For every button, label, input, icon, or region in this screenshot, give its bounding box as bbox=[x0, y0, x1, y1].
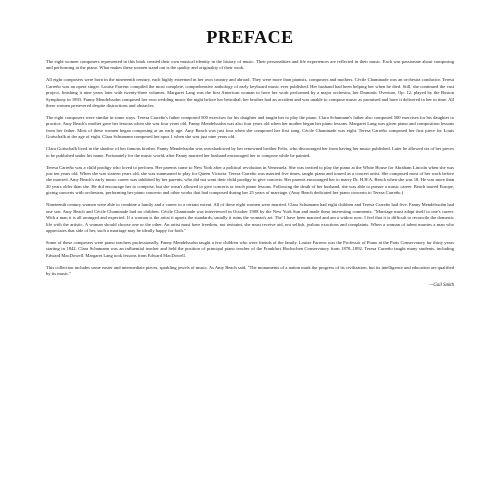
preface-page bbox=[46, 28, 454, 290]
paragraph-7: Some of these composers were piano teachers professionally. Fanny Mendelssohn taught a few children who were friends of the family. Louise Farrenc was the Professor of Piano at the Paris Conservatory for thirty years starting in 1842. Clara Schumann was an influential teacher and held the position of principal piano teacher of the Frankfurt Hochschen Conservatory from 1878–1892. Teresa Carreño taught many students, including Edward MacDowell. Margaret Lang took lessons from Edward MacDowell. bbox=[46, 239, 454, 258]
paragraph-6: Nineteenth century women were able to combine a family and a career to a certain extent. All of these eight women were married. Clara Schumann had eight children and Teresa Carreño had five. Fanny Mendelssohn had one son. Amy Beach and Cécile Chaminade had no children. Cécile Chaminade was interviewed in October 1908 by the New York Sun and made these interesting comments: "Marriage must adapt itself to one's career. With a man it is all arranged and expected. If a woman is the artist it upsets the standards, usually it ruins the woman's art. The' I have been married and am a widow now. I feel that it is difficult to reconcile the domestic life with the artistic. A woman should choose one or the other. An artist must have freedom, not restraint, she must receive aid, not selfish, jealous exactions and complaints. When a woman of talent marries a man who appreciates that side of her, such a marriage may be ideally happy for both." bbox=[46, 202, 454, 233]
paragraph-4: Clara Gottschalk lived in the shadow of her famous brother. Fanny Mendelssohn was overshadowed by her renowned brother Felix, who discouraged her from having her music published. Later he allowed six of her pieces to be published under his name. Fortunately for the music world, after Fanny married her husband encouraged her to compose while he painted. bbox=[46, 146, 454, 158]
paragraph-1: The eight women composers represented in this book created their own musical identity in the history of music. Their personalities and life experiences are reflected in their music. Each was passionate about composing and performing at the piano. What makes these women stand out is the quality and originality of their work. bbox=[46, 59, 454, 71]
author-signature: —Gail Smith bbox=[429, 283, 454, 289]
page-title: PREFACE bbox=[206, 27, 294, 47]
paragraph-5: Teresa Carreño was a child prodigy who loved to perform. Her parents came to New York after a political revolution in Venezuela. She was invited to play the piano at the White House for Abraham Lincoln when she was just ten years old. When she was sixteen years old, she was summoned to play for Queen Victoria. Teresa Carreño was married five times, taught piano and toured as a concert artist. She composed most of her work before she married. Amy Beach's early music career was inhibited by her parents, who did not want their child prodigy to give concerts. Her parents encouraged her to marry Dr. H.H.A. Beach when she was 18. He was more than 20 years older than she. He did encourage her to compose, but she wasn't allowed to give concerts or teach piano lessons. Following the death of her husband, she was able to pursue a music career. Beach toured Europe, giving concerts with orchestras, performing her piano concerto and other works that had composed during her 25 years of marriage. (Amy Beach dedicated her piano concerto to Teresa Carreño.) bbox=[46, 164, 454, 196]
paragraph-2: All eight composers were born in the nineteenth century, each highly esteemed in her own country and abroad. They were more than pianists, composers and mothers. Cécile Chaminade was an orchestra conductor. Teresa Carreño was an opera singer. Louise Farrenc compiled the most complete, comprehensive anthology of early keyboard music ever published. Her husband had been helping her when he died. Still, she continued the vast project, finishing it nine years later with twenty-three volumes. Margaret Lang was the first American woman to have her work performed by a major orchestra, her Dramatic Overture, Op. 12, played by the Boston Symphony in 1893. Fanny Mendelssohn composed her own wedding music the night before her betrothal; her brother had an accident and was unable to compose music as promised and have it delivered to her in time. All these women persevered despite distractions and obstacles. bbox=[46, 77, 454, 109]
paragraph-8: This collection includes some easier and intermediate pieces, sparkling jewels of music. As Amy Beach said, "The monuments of a nation mark the progress of its civilization, but its intelligence and education are qualified by its music." bbox=[46, 264, 454, 277]
paragraph-3: The eight composers were similar in some ways. Teresa Carreño's father composed 500 exercises for his daughter and taught her to play the piano. Clara Schumann's father also composed 500 exercises for his daughter to practice. Amy Beach's mother gave her lessons when she was four years old. Fanny Mendelssohn was also four years old when her mother began her piano lessons. Margaret Lang was given piano and composition lessons from her father. Most of these women began composing at an early age. Amy Beach was just four when she composed her first song. Cécile Chaminade was eight. Teresa Carreño composed her first piece for Louis Gottschalk at the age of eight. Clara Schumann composed her opus 1 when she was just nine years old. bbox=[46, 115, 454, 140]
